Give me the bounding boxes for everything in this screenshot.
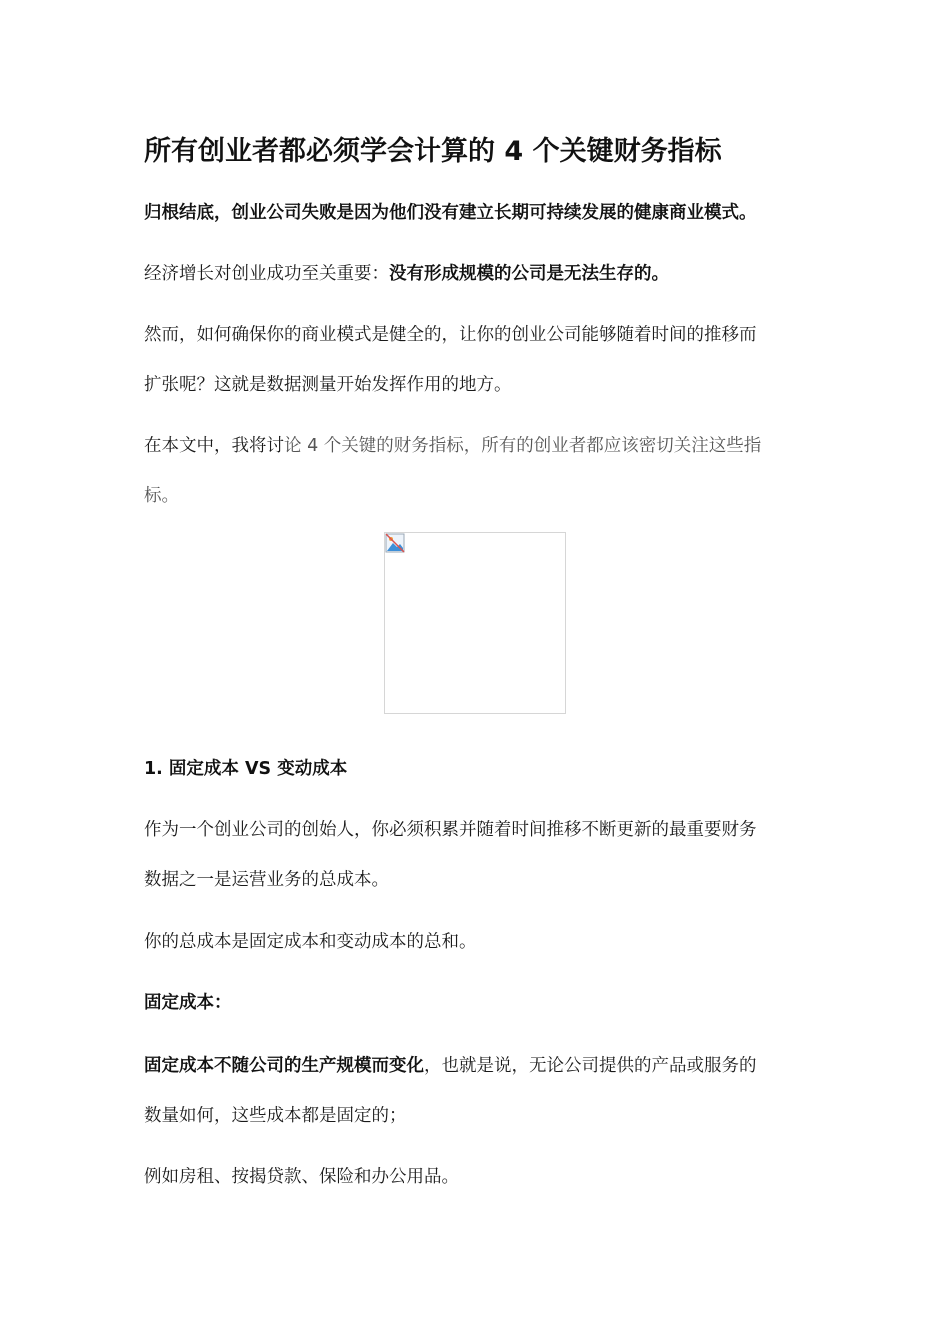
intro-bold-paragraph: 归根结底，创业公司失败是因为他们没有建立长期可持续发展的健康商业模式。 xyxy=(144,203,757,223)
section-1-heading: 1. 固定成本 VS 变动成本 xyxy=(144,759,348,779)
growth-text: 经济增长对创业成功至关重要： xyxy=(144,264,389,284)
article-intro-paragraph xyxy=(144,421,808,521)
business-model-paragraph xyxy=(144,310,808,410)
fixed-cost-paragraph xyxy=(144,1041,808,1141)
fixed-cost-line-1: ，也就是说，无论公司提供的产品或服务的 xyxy=(424,1056,757,1076)
growth-bold-text: 没有形成规模的公司是无法生存的。 xyxy=(389,264,669,284)
fixed-cost-line-2: 数量如何，这些成本都是固定的； xyxy=(144,1106,407,1126)
total-cost-sum-paragraph: 你的总成本是固定成本和变动成本的总和。 xyxy=(144,932,477,952)
article-intro-muted-line-1: 论 4 个关键的财务指标，所有的创业者都应该密切关注这些指 xyxy=(284,436,762,456)
article-intro-text: 在本文中，我将讨 xyxy=(144,436,284,456)
broken-image-icon xyxy=(385,533,405,553)
growth-paragraph xyxy=(144,249,808,299)
business-model-line-1: 然而，如何确保你的商业模式是健全的，让你的创业公司能够随着时间的推移而 xyxy=(144,325,757,345)
fixed-cost-label: 固定成本： xyxy=(144,993,232,1013)
article-intro-muted-line-2: 标。 xyxy=(144,486,179,506)
total-cost-paragraph xyxy=(144,805,808,905)
fixed-cost-bold-text: 固定成本不随公司的生产规模而变化 xyxy=(144,1056,424,1076)
fixed-cost-examples: 例如房租、按揭贷款、保险和办公用品。 xyxy=(144,1167,459,1187)
business-model-line-2: 扩张呢？这就是数据测量开始发挥作用的地方。 xyxy=(144,375,512,395)
article-image xyxy=(384,532,566,714)
total-cost-line-1: 作为一个创业公司的创始人，你必须积累并随着时间推移不断更新的最重要财务 xyxy=(144,820,757,840)
total-cost-line-2: 数据之一是运营业务的总成本。 xyxy=(144,870,389,890)
article-title: 所有创业者都必须学会计算的 4 个关键财务指标 xyxy=(144,136,722,167)
